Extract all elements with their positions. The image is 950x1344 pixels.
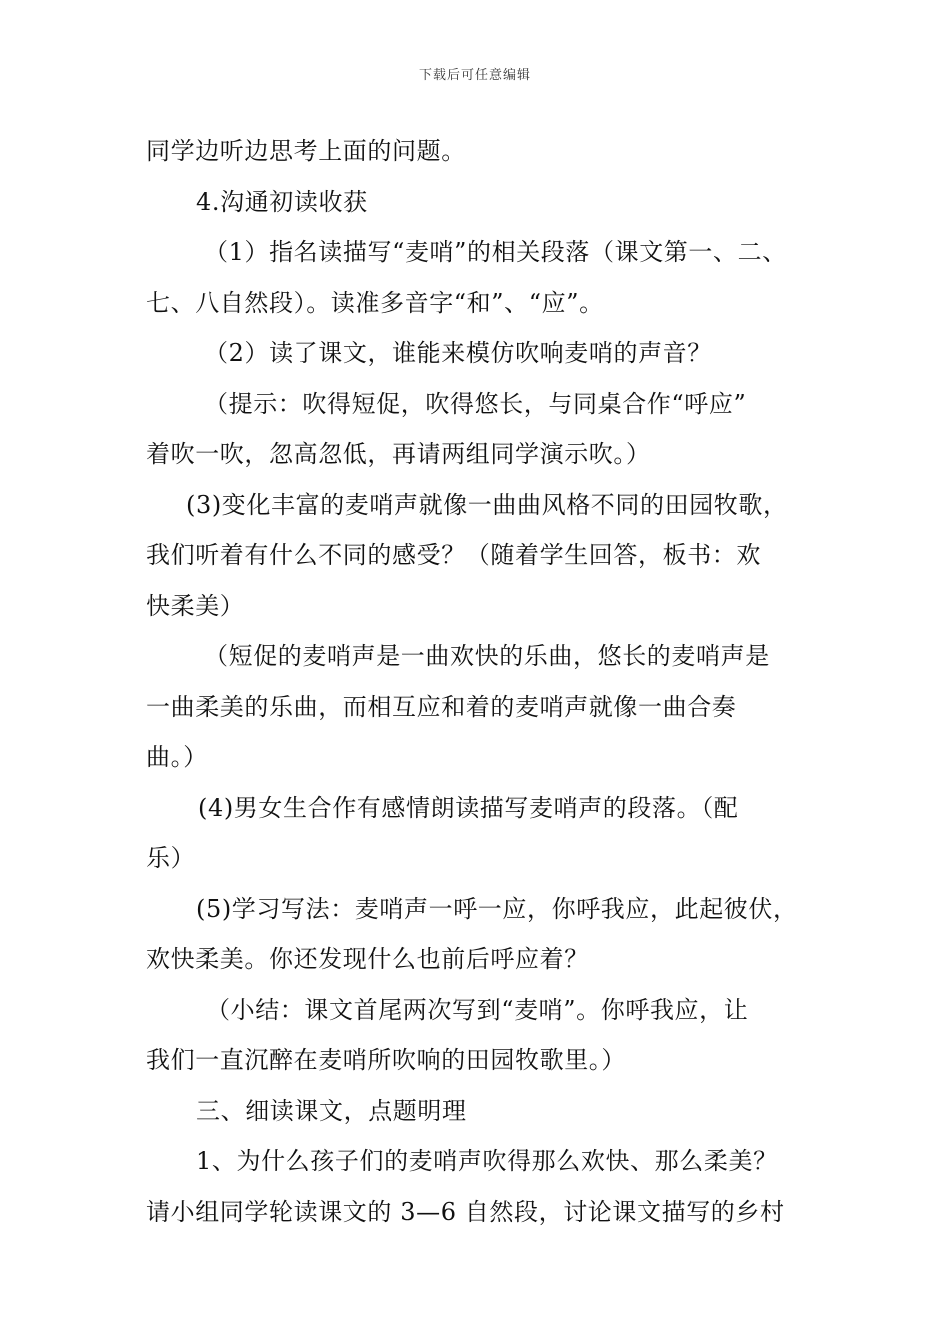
text-line: 同学边听边思考上面的问题。 [146,137,466,165]
text-line: 4.沟通初读收获 [196,187,368,216]
text-line: (4)男女生合作有感情朗读描写麦哨声的段落。（配 [198,793,739,822]
text-line: 一曲柔美的乐曲，而相互应和着的麦哨声就像一曲合奏 [146,692,737,721]
document-body [146,126,826,1237]
text-line: 我们一直沉醉在麦哨所吹响的田园牧歌里。） [146,1046,626,1074]
text-line: （2）读了课文，谁能来模仿吹响麦哨的声音？ [204,339,712,367]
text-line: 快柔美） [146,591,245,620]
text-line: 曲。） [146,743,208,771]
text-line: （1）指名读描写“麦哨”的相关段落（课文第一、二、 [204,238,787,266]
text-line: (5)学习写法：麦哨声一呼一应，你呼我应，此起彼伏， [196,894,798,923]
text-line: 欢快柔美。你还发现什么也前后呼应着？ [146,945,589,973]
text-line: 乐） [146,844,196,872]
text-line: 七、八自然段）。读准多音字“和”、“应”。 [146,288,604,317]
text-line: （小结：课文首尾两次写到“麦哨”。你呼我应，让 [206,995,749,1024]
section-heading: 三、细读课文，点题明理 [196,1096,467,1125]
text-line: （短促的麦哨声是一曲欢快的乐曲，悠长的麦哨声是 [204,642,770,670]
text-line: (3)变化丰富的麦哨声就像一曲曲风格不同的田园牧歌， [186,490,788,519]
text-line: 着吹一吹，忽高忽低，再请两组同学演示吹。） [146,440,651,468]
text-line: （提示：吹得短促，吹得悠长，与同桌合作“呼应” [204,389,747,418]
text-line: 请小组同学轮读课文的 3—6 自然段，讨论课文描写的乡村 [146,1197,785,1226]
text-line: 1、为什么孩子们的麦哨声吹得那么欢快、那么柔美？ [196,1147,778,1175]
text-line: 我们听着有什么不同的感受？（随着学生回答，板书：欢 [146,541,761,569]
page-header: 下载后可任意编辑 [418,68,531,83]
